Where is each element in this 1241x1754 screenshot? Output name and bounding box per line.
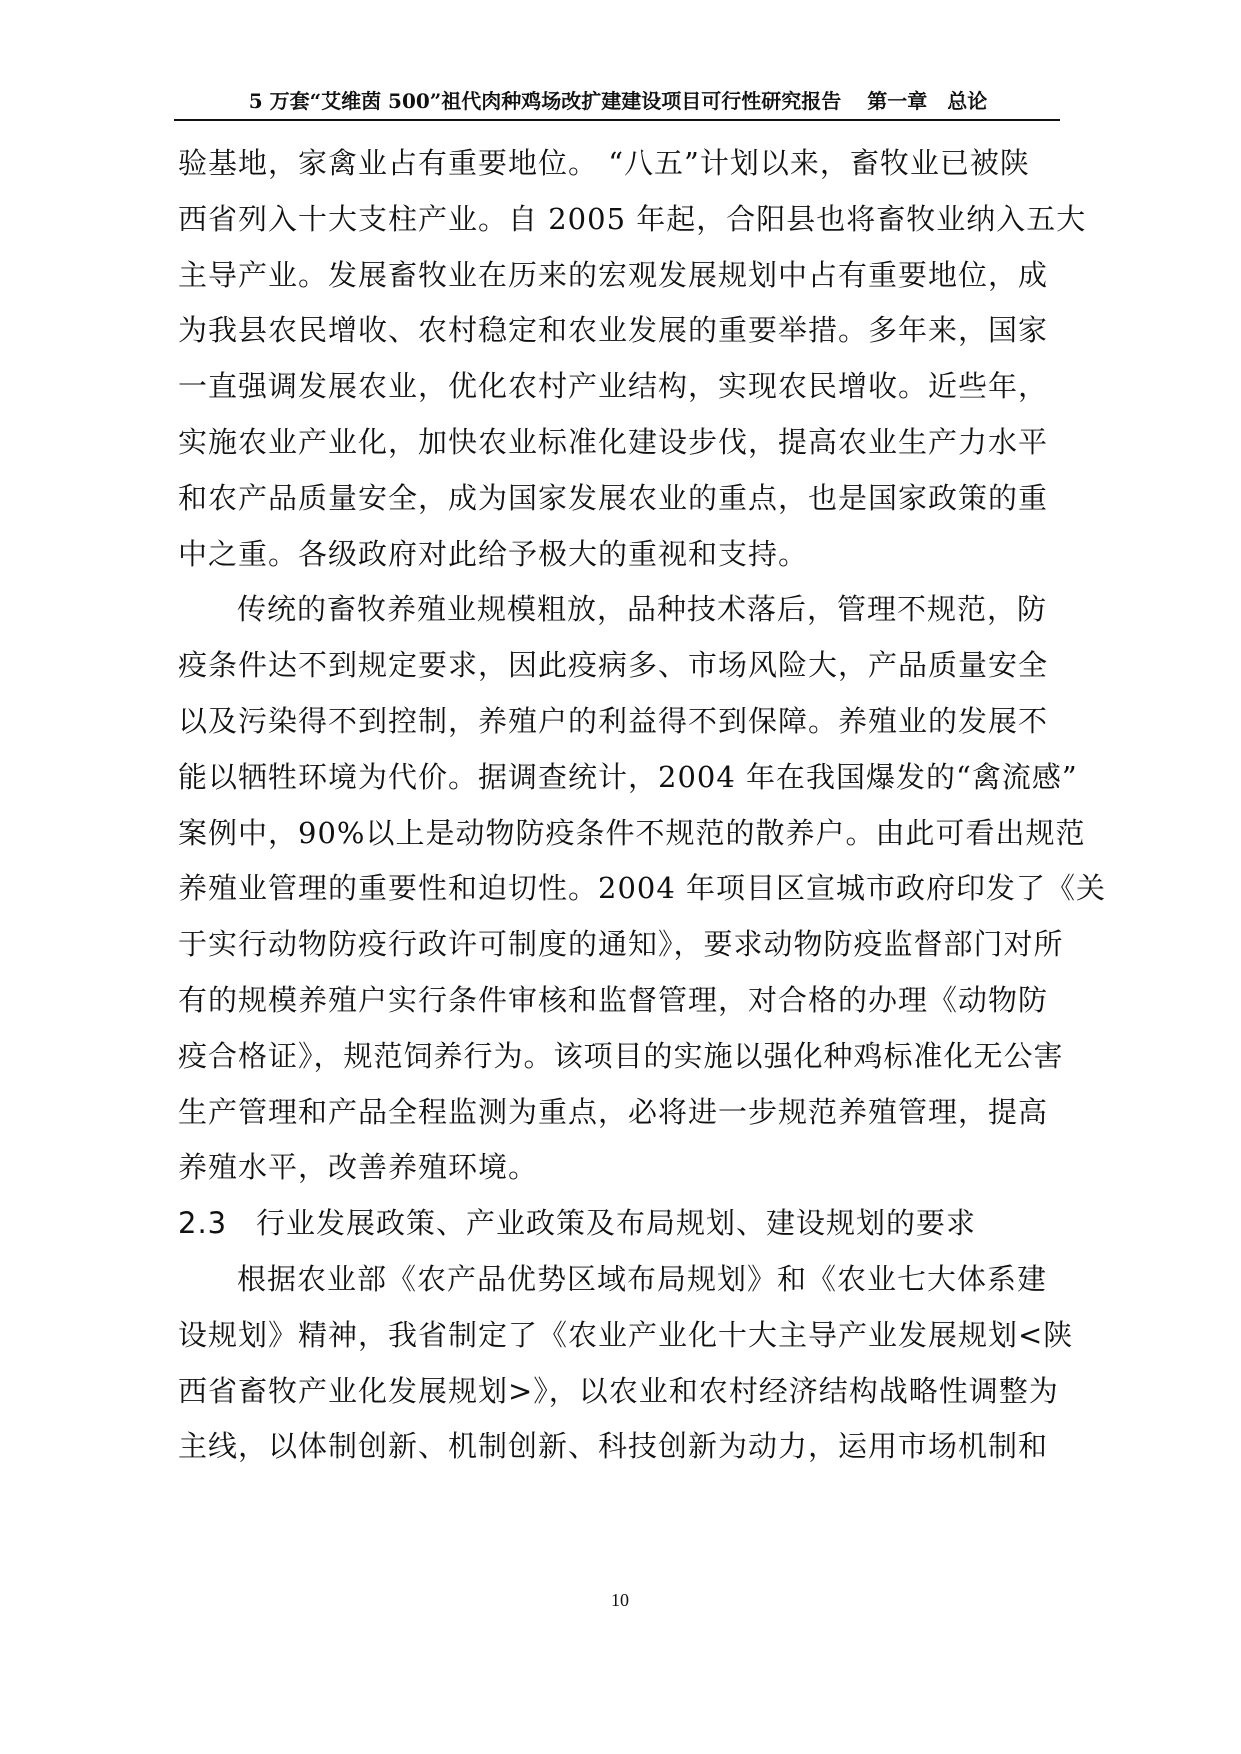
text-line: 于实行动物防疫行政许可制度的通知》，要求动物防疫监督部门对所 xyxy=(178,927,1064,962)
text-line: 验基地，家禽业占有重要地位。 “八五”计划以来，畜牧业已被陕 xyxy=(178,146,1030,180)
header-title: 5 万套“艾维茵 500”祖代肉种鸡场改扩建建设项目可行性研究报告 xyxy=(248,89,842,113)
running-header xyxy=(176,86,1060,116)
text-line: 西省列入十大支柱产业。自 2005 年起，合阳县也将畜牧业纳入五大 xyxy=(178,201,1087,236)
text-line: 主导产业。发展畜牧业在历来的宏观发展规划中占有重要地位，成 xyxy=(178,257,1049,292)
text-line: 疫条件达不到规定要求，因此疫病多、市场风险大，产品质量安全 xyxy=(178,648,1049,683)
text-line: 以及污染得不到控制，养殖户的利益得不到保障。养殖业的发展不 xyxy=(178,703,1049,738)
text-line: 养殖水平，改善养殖环境。 xyxy=(178,1150,539,1185)
text-line: 有的规模养殖户实行条件审核和监督管理，对合格的办理《动物防 xyxy=(178,982,1049,1017)
text-line: 西省畜牧产业化发展规划>》，以农业和农村经济结构战略性调整为 xyxy=(178,1373,1059,1408)
header-chapter: 第一章 总论 xyxy=(867,89,988,113)
text-line: 实施农业产业化，加快农业标准化建设步伐，提高农业生产力水平 xyxy=(178,424,1049,459)
paragraph-1 xyxy=(178,136,1088,582)
text-line: 中之重。各级政府对此给予极大的重视和支持。 xyxy=(178,536,809,571)
header-rule xyxy=(174,119,1060,121)
paragraph-2 xyxy=(178,582,1107,1196)
section-number: 2.3 xyxy=(178,1206,228,1241)
text-line: 案例中，90%以上是动物防疫条件不规范的散养户。由此可看出规范 xyxy=(178,815,1086,850)
text-line: 生产管理和产品全程监测为重点，必将进一步规范养殖管理，提高 xyxy=(178,1094,1049,1129)
text-line: 和农产品质量安全，成为国家发展农业的重点，也是国家政策的重 xyxy=(178,480,1049,515)
text-line: 一直强调发展农业，优化农村产业结构，实现农民增收。近些年， xyxy=(178,369,1049,404)
text-line: 主线，以体制创新、机制创新、科技创新为动力，运用市场机制和 xyxy=(178,1429,1049,1464)
text-line: 根据农业部《农产品优势区域布局规划》和《农业七大体系建 xyxy=(237,1261,1048,1296)
paragraph-3 xyxy=(178,1252,1088,1475)
page-number: 10 xyxy=(611,1590,629,1610)
section-title: 行业发展政策、产业政策及布局规划、建设规划的要求 xyxy=(256,1206,977,1241)
text-line: 养殖业管理的重要性和迫切性。2004 年项目区宣城市政府印发了《关 xyxy=(178,871,1107,906)
text-line: 设规划》精神，我省制定了《农业产业化十大主导产业发展规划<陕 xyxy=(178,1317,1074,1352)
text-line: 疫合格证》，规范饲养行为。该项目的实施以强化种鸡标准化无公害 xyxy=(178,1038,1064,1073)
text-line: 为我县农民增收、农村稳定和农业发展的重要举措。多年来，国家 xyxy=(178,313,1049,348)
text-line: 能以牺牲环境为代价。据调查统计，2004 年在我国爆发的“禽流感” xyxy=(178,759,1078,794)
body-text xyxy=(178,136,1107,1475)
text-line: 传统的畜牧养殖业规模粗放，品种技术落后，管理不规范，防 xyxy=(237,592,1048,627)
section-heading xyxy=(178,1196,1088,1252)
